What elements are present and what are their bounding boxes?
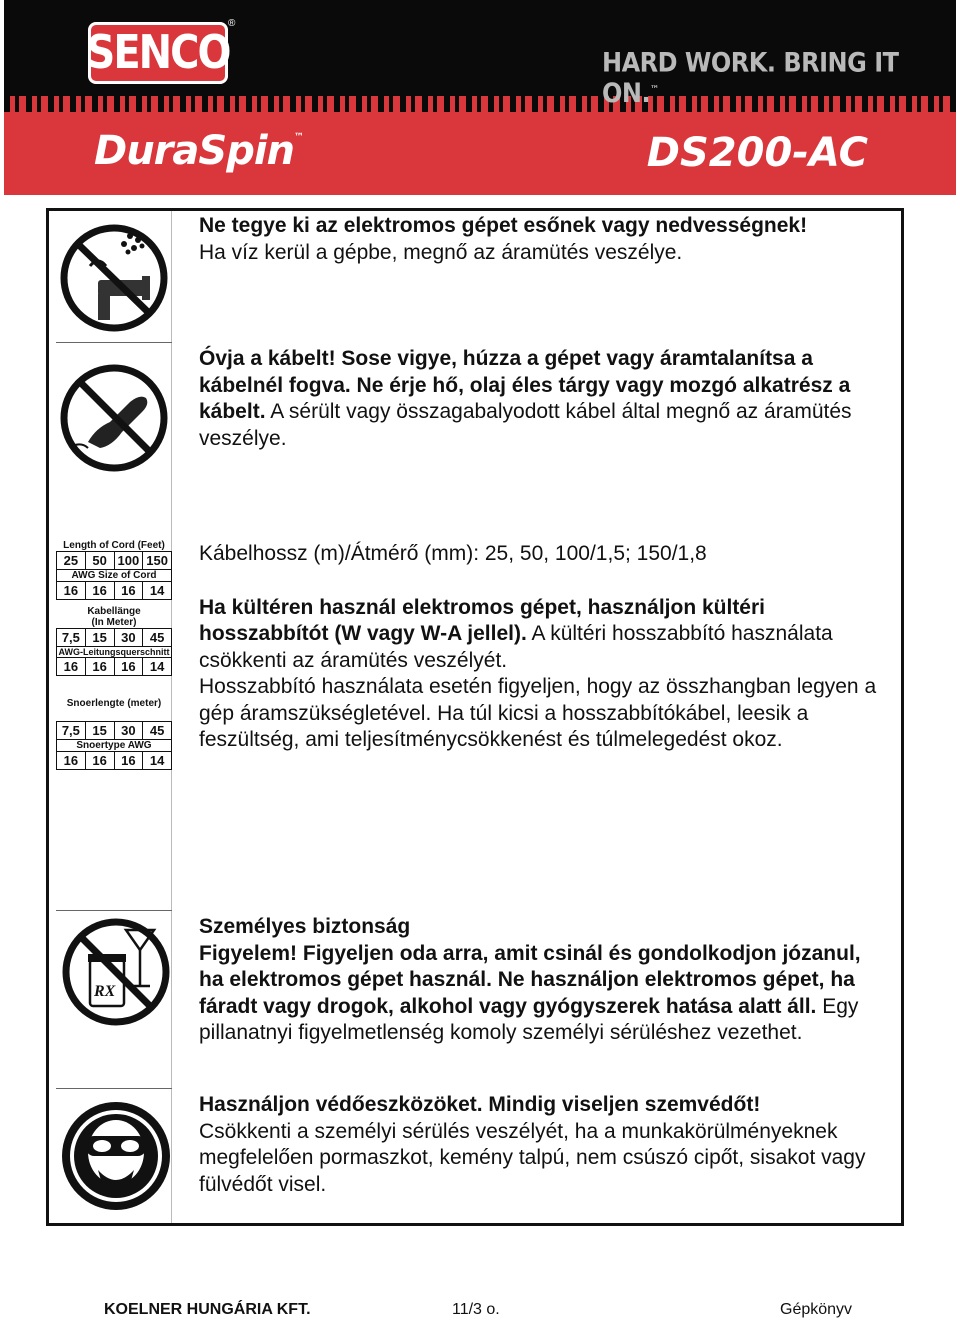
cord-table-nl-title: Snoerlengte (meter): [66, 698, 162, 709]
footer-company: KOELNER HUNGÁRIA KFT.: [104, 1301, 311, 1318]
cord-table-de-title: Kabellänge: [87, 606, 141, 617]
ppe-heading: Használjon védőeszközöket. Mindig viseljen szemvédőt!: [199, 1093, 761, 1116]
cord-table-de-awg-title: AWG-Leitungsquerschnitt: [56, 647, 172, 657]
rx-label: RX: [94, 983, 116, 1000]
water-warning-text: Ha víz kerül a gépbe, megnő az áramütés veszélye.: [199, 240, 683, 264]
header-banner: [4, 0, 956, 195]
no-alcohol-drugs-icon: [58, 916, 172, 1028]
footer-page-number: 11/3 o.: [452, 1301, 500, 1318]
ppe-text: Csökkenti a személyi sérülés veszélyét, ha a munkakörülményeknek megfelelően pormaszkot, kemény talpú, nem csúszó cipőt, sisakot vagy fülvédőt visel.: [199, 1119, 866, 1196]
cable-warning-bold: Óvja a kábelt! Sose vigye, húzza a gépet vagy áramtalanítsa a kábelnél fogva. Ne érje hő, olaj éles tárgy vagy mozgó alkatrész a kábelt.: [199, 347, 851, 423]
cord-table-en-lengths: 25 50 100 150: [56, 551, 172, 570]
cord-table-en-awg: 16 16 16 14: [56, 581, 172, 600]
cord-table-nl-lengths: 7,5 15 30 45: [56, 721, 172, 740]
product-line-logo: DuraSpin™: [94, 128, 304, 174]
personal-safety-bold: Figyelem! Figyeljen oda arra, amit csinál és gondolkodjon józanul, ha elektromos gépet használ. Ne használjon elektromos gépet, ha fáradt vagy drogok, alkohol vagy gyógyszerek hatása alatt áll.: [199, 941, 861, 1018]
cord-size-table-icon: [56, 540, 172, 770]
registered-mark: ®: [228, 18, 236, 29]
cord-table-en-awg-title: AWG Size of Cord: [56, 570, 172, 581]
section-extension-cord: [199, 541, 889, 754]
model-number: DS200-AC: [646, 130, 868, 176]
cord-table-de-lengths: 7,5 15 30 45: [56, 628, 172, 647]
personal-safety-text: Egy pillanatnyi figyelmetlenség komoly személyi sérüléshez vezethet.: [199, 994, 859, 1044]
cord-table-nl-awg: 16 16 16 14: [56, 751, 172, 770]
icon-separator: [56, 1088, 172, 1089]
extension-load-text: Hosszabbító használata esetén figyeljen, hogy az összhangban legyen a gép áramszükségletével. Ha túl kicsi a hosszabbítókábel, leesik a feszültség, ami teljesítménycsökkenést és túlmelegedést okoz.: [199, 675, 877, 751]
icon-separator: [56, 342, 172, 343]
extension-warning-text: A kültéri hosszabbító használata csökkenti az áramütés veszélyét.: [199, 622, 833, 672]
no-pull-cord-icon: [58, 350, 172, 480]
section-cable-warning: [199, 346, 889, 452]
section-ppe: [199, 1092, 889, 1198]
footer-document-title: Gépkönyv: [780, 1301, 853, 1318]
icon-separator: [56, 910, 172, 911]
no-rain-tool-icon: [58, 216, 170, 336]
personal-safety-heading: Személyes biztonság: [199, 915, 411, 938]
cord-table-en-title: Length of Cord (Feet): [63, 540, 165, 551]
wear-eye-protection-icon: [58, 1094, 174, 1222]
senco-logo: SENCO: [88, 22, 228, 84]
cable-length-spec: Kábelhossz (m)/Átmérő (mm): 25, 50, 100/1,5; 150/1,8: [199, 542, 707, 565]
cable-warning-text: A sérült vagy összagabalyodott kábel által megnő az áramütés veszélye.: [199, 400, 852, 450]
slogan: HARD WORK. BRING IT ON.™: [602, 47, 899, 109]
extension-warning-bold: Ha kültéren használ elektromos gépet, használjon kültéri hosszabbítót (W vagy W-A jellel).: [199, 595, 765, 645]
cord-table-de-awg: 16 16 16 14: [56, 657, 172, 676]
water-warning-bold: Ne tegye ki az elektromos gépet esőnek vagy nedvességnek!: [199, 214, 808, 237]
cord-table-nl-awg-title: Snoertype AWG: [56, 740, 172, 751]
cord-table-de-subtitle: (In Meter): [91, 617, 137, 628]
section-personal-safety: [199, 914, 889, 1047]
section-water-warning: [199, 213, 889, 266]
